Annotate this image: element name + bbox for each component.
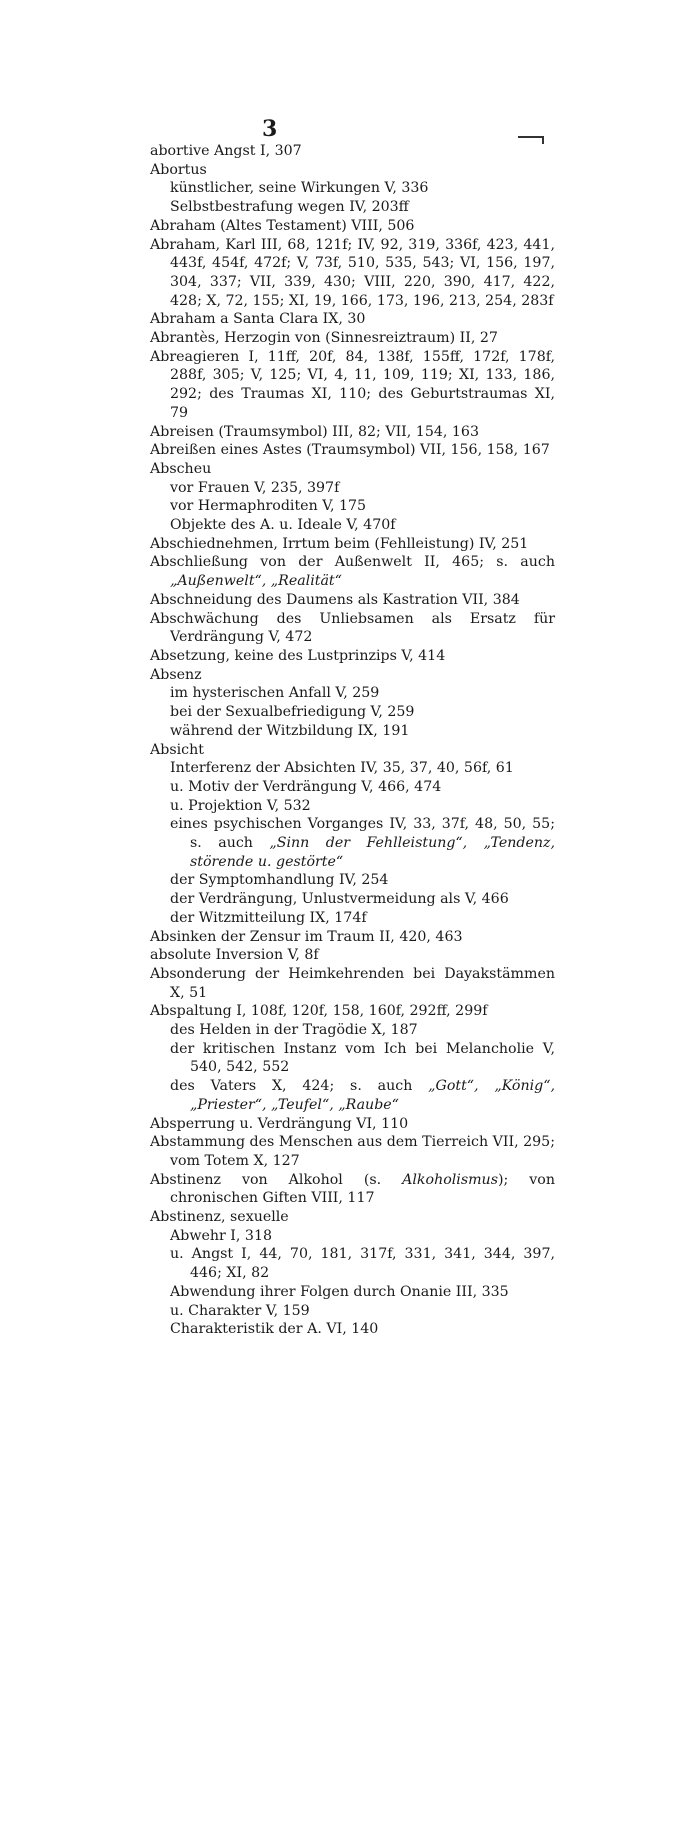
entry-text: des Vaters X, 424; s. auch <box>170 1078 429 1095</box>
entry-text: Abreißen eines Astes (Traumsymbol) VII, 156, 158, 167 <box>150 442 550 459</box>
entry-text: Abspaltung I, 108f, 120f, 158, 160f, 292ff, 299f <box>150 1003 488 1020</box>
entry-text: abortive Angst I, 307 <box>150 143 302 159</box>
index-subentry <box>150 1227 555 1246</box>
index-subentry <box>150 1245 555 1282</box>
index-subentry <box>150 703 555 722</box>
index-entry <box>150 591 555 610</box>
index-subentry <box>150 179 555 198</box>
index-entry <box>150 1115 555 1134</box>
index-subentry <box>150 1077 555 1114</box>
entry-text: der kritischen Instanz vom Ich bei Melancholie V, 540, 542, 552 <box>170 1040 555 1076</box>
entry-text: Absetzung, keine des Lustprinzips V, 414 <box>150 647 446 664</box>
index-subentry <box>150 1021 555 1040</box>
page-number: 3 <box>262 116 278 142</box>
corner-mark <box>518 136 544 138</box>
entry-text-after: ); von chronischen Giften VIII, 117 <box>170 1171 555 1207</box>
entry-text: Selbstbestrafung wegen IV, 203ff <box>170 199 409 216</box>
entry-text: Abraham a Santa Clara IX, 30 <box>150 311 366 328</box>
entry-text: u. Charakter V, 159 <box>170 1302 310 1319</box>
entry-text: Absenz <box>150 666 202 683</box>
index-subentry <box>150 198 555 217</box>
index-subentry <box>150 759 555 778</box>
entry-text: Abschwächung des Unliebsamen als Ersatz für Verdrängung V, 472 <box>150 610 555 646</box>
index-subentry <box>150 684 555 703</box>
index-entry <box>150 965 555 1002</box>
index-subentry <box>150 1040 555 1077</box>
index-subentry <box>150 1320 555 1339</box>
index-subentry <box>150 815 555 871</box>
entry-text: eines psychischen Vorganges IV, 33, 37f, 48, 50, 55; s. auch <box>170 816 555 852</box>
entry-text: Abschiednehmen, Irrtum beim (Fehlleistung) IV, 251 <box>150 535 529 552</box>
index-entry <box>150 946 555 965</box>
index-entry <box>150 1208 555 1227</box>
index-subentry <box>150 909 555 928</box>
entry-text: während der Witzbildung IX, 191 <box>170 722 410 739</box>
index-entry <box>150 236 555 311</box>
index-entry <box>150 310 555 329</box>
entry-text: vor Frauen V, 235, 397f <box>170 479 340 496</box>
index-entry <box>150 348 555 423</box>
index-subentry <box>150 871 555 890</box>
index-subentry <box>150 797 555 816</box>
index-subentry <box>150 516 555 535</box>
entry-text: Abscheu <box>150 460 212 477</box>
entry-text: vor Hermaphroditen V, 175 <box>170 498 367 515</box>
index-subentry <box>150 778 555 797</box>
index-subentry <box>150 1302 555 1321</box>
entry-text: Abstinenz von Alkohol (s. <box>150 1171 403 1188</box>
entry-text: Abraham (Altes Testament) VIII, 506 <box>150 217 415 234</box>
index-entry <box>150 610 555 647</box>
entry-text: absolute Inversion V, 8f <box>150 947 319 964</box>
entry-text: Abstinenz, sexuelle <box>150 1209 289 1226</box>
entry-text: Abwendung ihrer Folgen durch Onanie III, 335 <box>170 1283 509 1300</box>
entry-text: Abschneidung des Daumens als Kastration VII, 384 <box>150 591 520 608</box>
index-subentry <box>150 1283 555 1302</box>
entry-text: Abschließung von der Außenwelt II, 465; s. auch <box>150 554 555 571</box>
index-entry <box>150 666 555 685</box>
index-subentry <box>150 497 555 516</box>
index-entry <box>150 142 555 161</box>
entry-text: Absinken der Zensur im Traum II, 420, 463 <box>150 928 463 945</box>
entry-crossref: Alkoholismus <box>402 1171 498 1188</box>
entry-text: Absperrung u. Verdrängung VI, 110 <box>150 1115 409 1132</box>
index-entry <box>150 535 555 554</box>
index-entry <box>150 928 555 947</box>
entry-text: Absonderung der Heimkehrenden bei Dayakstämmen X, 51 <box>150 965 555 1001</box>
index-entry <box>150 647 555 666</box>
index-entry <box>150 553 555 590</box>
entry-text: Interferenz der Absichten IV, 35, 37, 40, 56f, 61 <box>170 760 514 777</box>
entry-text: der Symptomhandlung IV, 254 <box>170 872 389 889</box>
index-subentry <box>150 890 555 909</box>
index-entry <box>150 1133 555 1170</box>
entry-text: Abraham, Karl III, 68, 121f; IV, 92, 319, 336f, 423, 441, 443f, 454f, 472f; V, 73f, 510, 535, 543; VI, 156, 197, 304, 337; VII, 339, 430; VIII, 220, 390, 417, 422, 428; X, 72, 155; XI, 19, 166, 173, 196, 213, 254, 283f <box>150 236 555 309</box>
index-entry <box>150 1171 555 1208</box>
entry-text: Abrantès, Herzogin von (Sinnesreiztraum) II, 27 <box>150 330 498 347</box>
entry-text: Absicht <box>150 741 204 758</box>
entry-text: Abreagieren I, 11ff, 20f, 84, 138f, 155ff, 172f, 178f, 288f, 305; V, 125; VI, 4, 11, 109, 119; XI, 133, 186, 292; des Traumas XI, 110; des Geburtstraumas XI, 79 <box>150 348 555 421</box>
entry-text: Objekte des A. u. Ideale V, 470f <box>170 517 396 534</box>
index-list <box>150 142 555 1339</box>
entry-crossref: „Sinn der Fehlleistung“, „Tendenz, störende u. gestörte“ <box>190 835 555 870</box>
entry-text: der Verdrängung, Unlustvermeidung als V, 466 <box>170 891 509 908</box>
entry-text: Charakteristik der A. VI, 140 <box>170 1321 379 1338</box>
entry-text: bei der Sexualbefriedigung V, 259 <box>170 704 415 721</box>
index-entry <box>150 460 555 479</box>
entry-crossref: „Gott“, „König“, „Priester“, „Teufel“, „Raube“ <box>190 1078 555 1113</box>
index-entry <box>150 423 555 442</box>
index-entry <box>150 741 555 760</box>
entry-text: des Helden in der Tragödie X, 187 <box>170 1022 418 1039</box>
entry-text: künstlicher, seine Wirkungen V, 336 <box>170 180 429 197</box>
index-subentry <box>150 722 555 741</box>
entry-text: u. Angst I, 44, 70, 181, 317f, 331, 341, 344, 397, 446; XI, 82 <box>170 1246 555 1282</box>
entry-text: Abreisen (Traumsymbol) III, 82; VII, 154, 163 <box>150 423 479 440</box>
entry-crossref: „Außenwelt“, „Realität“ <box>170 573 342 590</box>
entry-text: Abwehr I, 318 <box>170 1227 273 1244</box>
index-subentry <box>150 479 555 498</box>
entry-text: der Witzmitteilung IX, 174f <box>170 909 367 926</box>
entry-text: Abortus <box>150 161 207 178</box>
entry-text: u. Motiv der Verdrängung V, 466, 474 <box>170 778 442 795</box>
index-entry <box>150 1002 555 1021</box>
index-entry <box>150 441 555 460</box>
entry-text: im hysterischen Anfall V, 259 <box>170 685 380 702</box>
index-entry <box>150 329 555 348</box>
entry-text: Abstammung des Menschen aus dem Tierreich VII, 295; vom Totem X, 127 <box>150 1134 555 1169</box>
entry-text: u. Projektion V, 532 <box>170 797 311 814</box>
index-entry <box>150 217 555 236</box>
index-entry <box>150 161 555 180</box>
